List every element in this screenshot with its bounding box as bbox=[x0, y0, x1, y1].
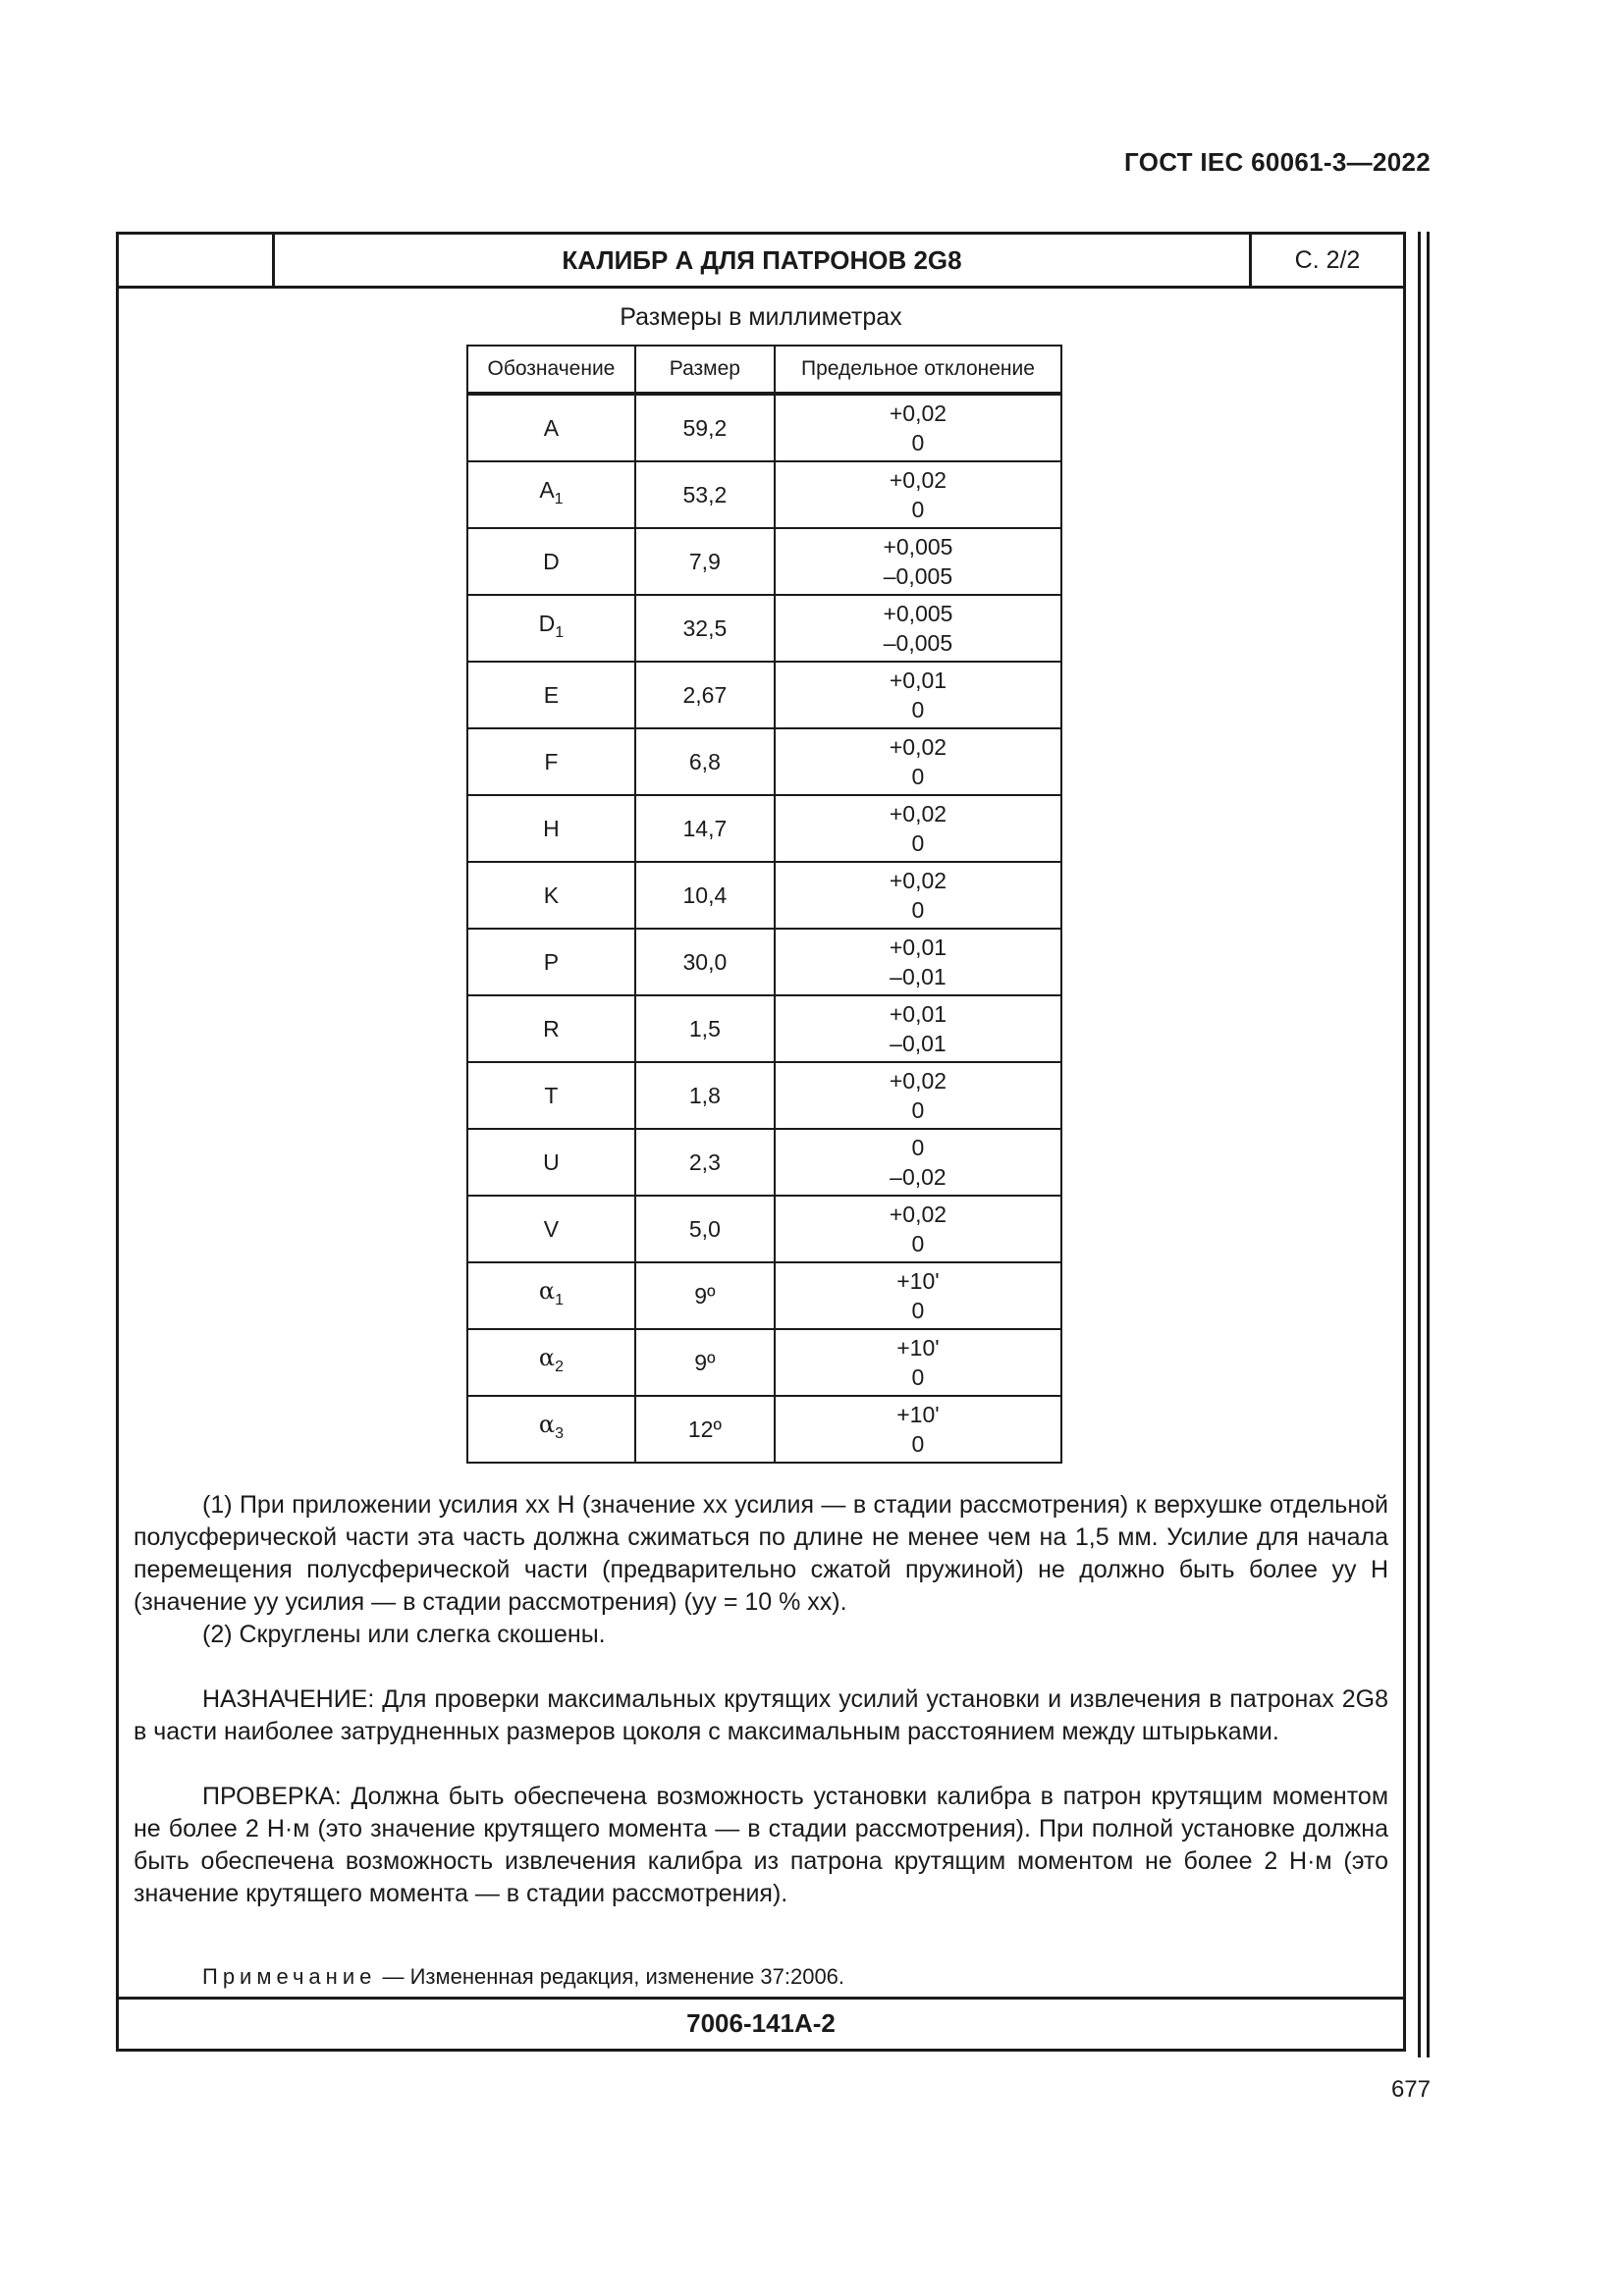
sheet-footer-code: 7006-141A-2 bbox=[119, 1997, 1403, 2049]
dimensions-table bbox=[466, 345, 1062, 1464]
tolerance-upper: +0,005 bbox=[883, 601, 953, 626]
sheet-header bbox=[119, 235, 1403, 289]
tolerance-lower: –0,02 bbox=[890, 1164, 947, 1190]
tolerance-upper: +0,02 bbox=[889, 1068, 947, 1094]
document-code: ГОСТ IEC 60061-3—2022 bbox=[1124, 147, 1431, 177]
designation-symbol: R bbox=[543, 1016, 560, 1041]
cell-tolerance bbox=[775, 862, 1061, 929]
tolerance-upper: +0,02 bbox=[889, 734, 947, 760]
cell-designation bbox=[467, 394, 635, 461]
tolerance-upper: +0,02 bbox=[889, 467, 947, 493]
table-row bbox=[467, 394, 1061, 461]
table-row bbox=[467, 528, 1061, 595]
designation-subscript: 1 bbox=[555, 1292, 564, 1308]
cell-size: 53,2 bbox=[635, 461, 775, 528]
cell-designation bbox=[467, 1196, 635, 1262]
tolerance-lower: 0 bbox=[911, 764, 925, 789]
table-caption: Размеры в миллиметрах bbox=[620, 303, 902, 331]
designation-symbol: U bbox=[543, 1149, 560, 1175]
designation-symbol: E bbox=[543, 682, 560, 708]
frame-side-line bbox=[1418, 232, 1421, 2057]
table-row bbox=[467, 662, 1061, 728]
cell-size: 12º bbox=[635, 1396, 775, 1463]
designation-symbol: H bbox=[543, 816, 560, 841]
tolerance-lower: 0 bbox=[911, 1097, 925, 1123]
table-row bbox=[467, 995, 1061, 1062]
cell-size: 10,4 bbox=[635, 862, 775, 929]
check-paragraph: ПРОВЕРКА: Должна быть обеспечена возможность установки калибра в патрон крутящим моментом не более 2 Н·м (это значение крутящего момента — в стадии рассмотрения). При полной установке должна быть обеспечена возможность извлечения калибра из патрона крутящим моментом не более 2 Н·м (это значение крутящего момента — в стадии рассмотрения). bbox=[134, 1783, 1388, 1907]
tolerance-upper: +0,02 bbox=[889, 801, 947, 827]
cell-designation bbox=[467, 862, 635, 929]
purpose-paragraph: НАЗНАЧЕНИЕ: Для проверки максимальных крутящих усилий установки и извлечения в патронах 2G8 в части наиболее затрудненных размеров цоколя с максимальным расстоянием между штырьками. bbox=[134, 1685, 1388, 1745]
cell-size: 9º bbox=[635, 1262, 775, 1329]
cell-designation bbox=[467, 1262, 635, 1329]
tolerance-upper: +10' bbox=[896, 1268, 940, 1294]
tolerance-upper: +0,02 bbox=[889, 868, 947, 893]
designation-subscript: 2 bbox=[555, 1359, 564, 1375]
cell-tolerance bbox=[775, 1196, 1061, 1262]
remark-text: — Измененная редакция, изменение 37:2006. bbox=[376, 1964, 845, 1989]
tolerance-lower: 0 bbox=[911, 430, 925, 455]
tolerance-lower: 0 bbox=[911, 497, 925, 522]
tolerance-upper: +0,02 bbox=[889, 1201, 947, 1227]
cell-tolerance bbox=[775, 394, 1061, 461]
cell-tolerance bbox=[775, 528, 1061, 595]
cell-designation bbox=[467, 1329, 635, 1396]
designation-symbol: A bbox=[543, 415, 560, 441]
designation-subscript: 1 bbox=[555, 624, 565, 641]
cell-size: 1,8 bbox=[635, 1062, 775, 1129]
tolerance-lower: –0,01 bbox=[890, 964, 947, 989]
tolerance-lower: 0 bbox=[911, 830, 925, 856]
tolerance-upper: +10' bbox=[896, 1335, 940, 1361]
tolerance-lower: 0 bbox=[911, 1298, 925, 1323]
cell-size: 1,5 bbox=[635, 995, 775, 1062]
cell-designation bbox=[467, 1062, 635, 1129]
designation-symbol: A bbox=[539, 477, 555, 503]
tolerance-upper: +10' bbox=[896, 1402, 940, 1427]
cell-tolerance bbox=[775, 929, 1061, 995]
cell-size: 9º bbox=[635, 1329, 775, 1396]
cell-size: 2,3 bbox=[635, 1129, 775, 1196]
table-row bbox=[467, 862, 1061, 929]
table-row bbox=[467, 929, 1061, 995]
designation-symbol: P bbox=[543, 949, 560, 975]
table-row bbox=[467, 595, 1061, 662]
column-header-designation: Обозначение bbox=[467, 346, 635, 394]
tolerance-lower: 0 bbox=[911, 1364, 925, 1390]
cell-designation bbox=[467, 995, 635, 1062]
sheet-title: КАЛИБР А ДЛЯ ПАТРОНОВ 2G8 bbox=[562, 245, 962, 275]
cell-size: 6,8 bbox=[635, 728, 775, 795]
cell-designation bbox=[467, 795, 635, 862]
table-row bbox=[467, 1129, 1061, 1196]
cell-size: 2,67 bbox=[635, 662, 775, 728]
tolerance-lower: 0 bbox=[911, 697, 925, 722]
cell-designation bbox=[467, 1129, 635, 1196]
cell-size: 30,0 bbox=[635, 929, 775, 995]
notes-block bbox=[134, 1489, 1388, 1910]
table-row bbox=[467, 1062, 1061, 1129]
cell-tolerance bbox=[775, 995, 1061, 1062]
tolerance-upper: +0,01 bbox=[889, 934, 947, 960]
cell-designation bbox=[467, 662, 635, 728]
tolerance-upper: +0,01 bbox=[889, 667, 947, 693]
cell-tolerance bbox=[775, 595, 1061, 662]
tolerance-lower: 0 bbox=[911, 897, 925, 923]
tolerance-lower: 0 bbox=[911, 1431, 925, 1457]
tolerance-lower: –0,005 bbox=[883, 563, 953, 589]
designation-symbol: V bbox=[543, 1216, 560, 1242]
sheet-frame bbox=[116, 232, 1406, 2052]
cell-tolerance bbox=[775, 1396, 1061, 1463]
table-row bbox=[467, 461, 1061, 528]
cell-tolerance bbox=[775, 1329, 1061, 1396]
remark bbox=[202, 1964, 844, 1990]
cell-size: 5,0 bbox=[635, 1196, 775, 1262]
note-2: (2) Скруглены или слегка скошены. bbox=[202, 1621, 606, 1648]
cell-designation bbox=[467, 528, 635, 595]
cell-tolerance bbox=[775, 461, 1061, 528]
designation-subscript: 3 bbox=[555, 1425, 564, 1442]
table-row bbox=[467, 1262, 1061, 1329]
designation-symbol: α bbox=[538, 1344, 556, 1371]
header-blank-cell bbox=[119, 235, 275, 286]
table-row bbox=[467, 1196, 1061, 1262]
note-1: (1) При приложении усилия xx Н (значение xx усилия — в стадии рассмотрения) к верхушке отдельной полусферической части эта часть должна сжиматься по длине не менее чем на 1,5 мм. Усилие для начала перемещения полусферической части (предварительно сжатой пружиной) не должно быть более yy Н (значение yy усилия — в стадии рассмотрения) (yy = 10 % xx). bbox=[134, 1491, 1388, 1616]
cell-size: 32,5 bbox=[635, 595, 775, 662]
cell-designation bbox=[467, 461, 635, 528]
tolerance-lower: –0,01 bbox=[890, 1031, 947, 1056]
frame-side-line bbox=[1427, 232, 1430, 2057]
cell-designation bbox=[467, 929, 635, 995]
table-row bbox=[467, 1396, 1061, 1463]
cell-tolerance bbox=[775, 1262, 1061, 1329]
column-header-size: Размер bbox=[635, 346, 775, 394]
remark-label: Примечание bbox=[202, 1964, 377, 1989]
cell-designation bbox=[467, 1396, 635, 1463]
column-header-tolerance: Предельное отклонение bbox=[775, 346, 1061, 394]
table-header-row bbox=[467, 346, 1061, 394]
designation-symbol: F bbox=[544, 749, 559, 774]
cell-tolerance bbox=[775, 1062, 1061, 1129]
sheet-page-index: С. 2/2 bbox=[1249, 235, 1403, 286]
designation-symbol: α bbox=[538, 1411, 556, 1438]
page-number: 677 bbox=[1390, 2076, 1431, 2103]
designation-symbol: D bbox=[543, 549, 560, 574]
table-row bbox=[467, 728, 1061, 795]
tolerance-upper: 0 bbox=[911, 1135, 925, 1160]
tolerance-upper: +0,01 bbox=[889, 1001, 947, 1027]
tolerance-upper: +0,005 bbox=[883, 534, 953, 560]
designation-symbol: α bbox=[538, 1277, 556, 1305]
cell-size: 59,2 bbox=[635, 394, 775, 461]
cell-size: 7,9 bbox=[635, 528, 775, 595]
cell-designation bbox=[467, 595, 635, 662]
cell-tolerance bbox=[775, 728, 1061, 795]
cell-tolerance bbox=[775, 795, 1061, 862]
cell-tolerance bbox=[775, 1129, 1061, 1196]
cell-tolerance bbox=[775, 662, 1061, 728]
table-row bbox=[467, 795, 1061, 862]
cell-designation bbox=[467, 728, 635, 795]
designation-symbol: T bbox=[544, 1083, 559, 1108]
tolerance-upper: +0,02 bbox=[889, 400, 947, 426]
cell-size: 14,7 bbox=[635, 795, 775, 862]
designation-subscript: 1 bbox=[554, 491, 564, 507]
designation-symbol: D bbox=[538, 611, 556, 636]
designation-symbol: K bbox=[543, 882, 560, 908]
tolerance-lower: –0,005 bbox=[883, 630, 953, 656]
tolerance-lower: 0 bbox=[911, 1231, 925, 1256]
table-row bbox=[467, 1329, 1061, 1396]
